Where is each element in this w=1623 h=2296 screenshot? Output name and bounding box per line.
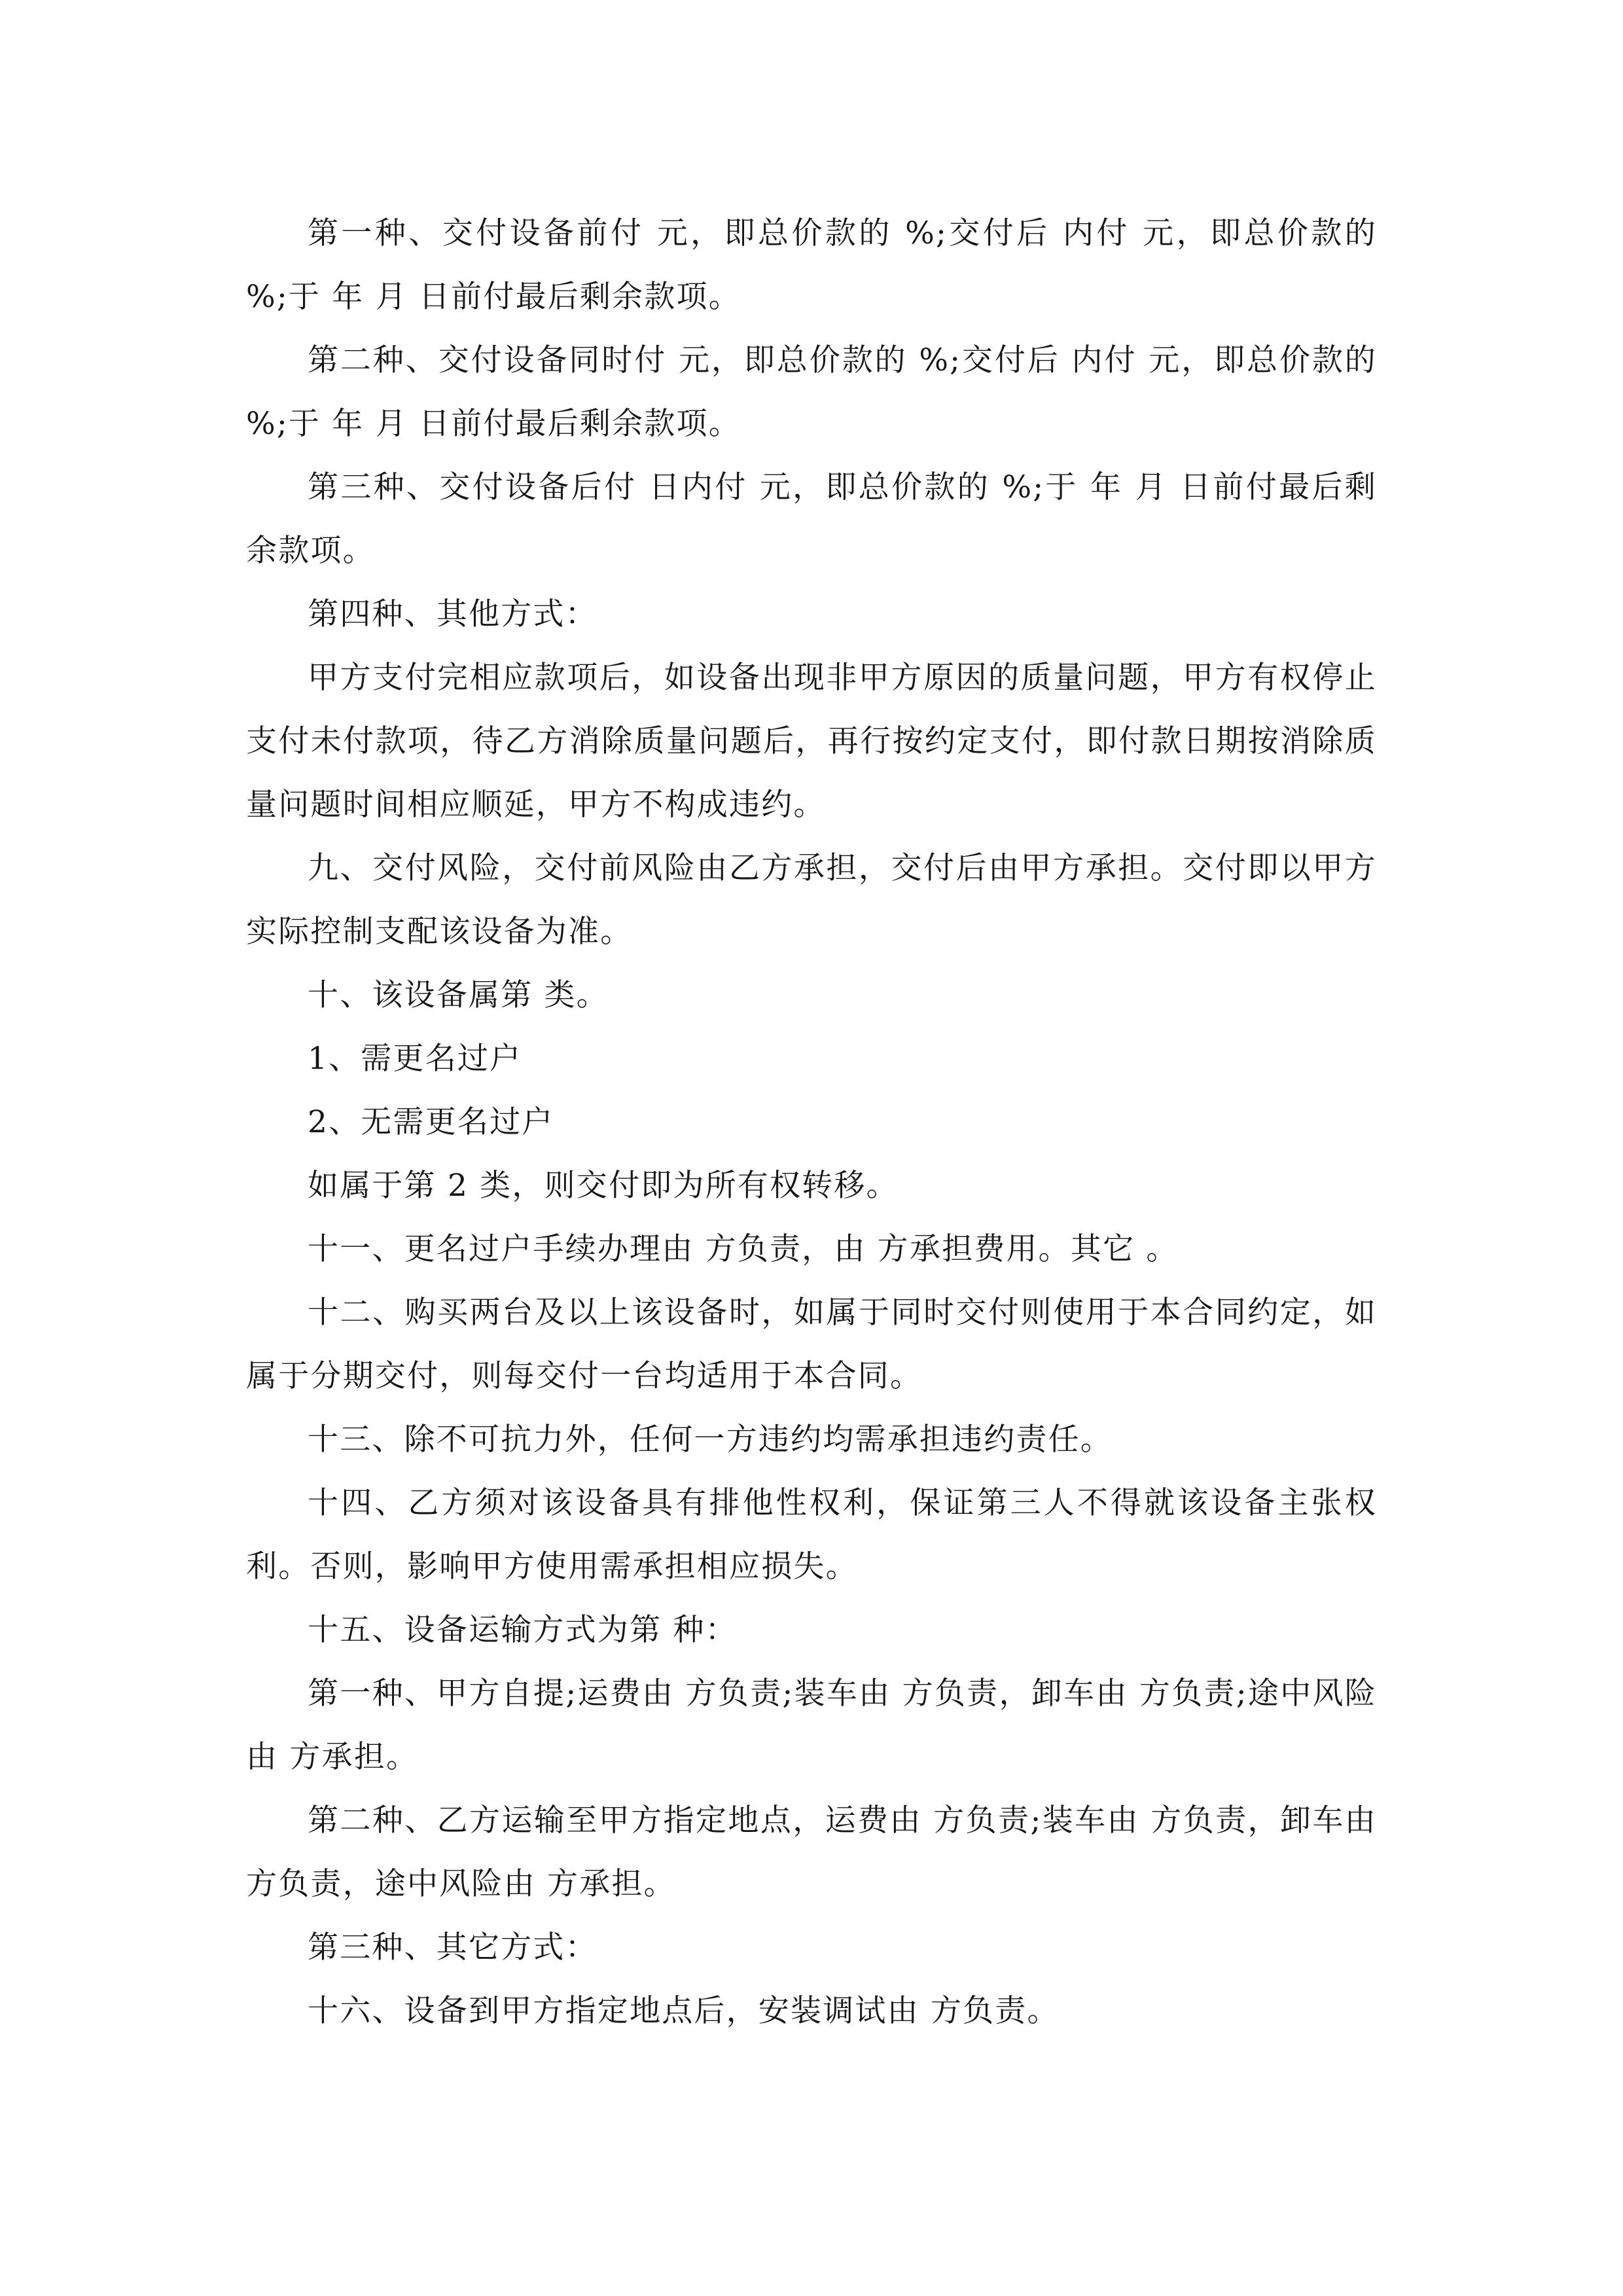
paragraph-payment-option-4: 第四种、其他方式：	[308, 596, 597, 632]
paragraph-clause-10-item-2: 2、无需更名过户	[308, 1104, 554, 1140]
paragraph-quality-issue: 甲方支付完相应款项后，如设备出现非甲方原因的质量问题，甲方有权停止支付未付款项，待乙方消除质量问题后，再行按约定支付，即付款日期按消除质量问题时间相应顺延，甲方不构成违约。	[246, 660, 1377, 823]
paragraph-clause-14: 十四、乙方须对该设备具有排他性权利，保证第三人不得就该设备主张权利。否则，影响甲方使用需承担相应损失。	[246, 1485, 1377, 1585]
paragraph-clause-10-item-1: 1、需更名过户	[308, 1041, 522, 1077]
paragraph-clause-9: 九、交付风险，交付前风险由乙方承担，交付后由甲方承担。交付即以甲方实际控制支配该设备为准。	[246, 850, 1377, 950]
paragraph-payment-option-1: 第一种、交付设备前付 元，即总价款的 %;交付后 内付 元，即总价款的 %;于 年 月 日前付最后剩余款项。	[246, 215, 1377, 315]
paragraph-clause-11: 十一、更名过户手续办理由 方负责，由 方承担费用。其它 。	[308, 1231, 1179, 1267]
paragraph-ownership-transfer: 如属于第 2 类，则交付即为所有权转移。	[308, 1168, 899, 1204]
paragraph-transport-option-3: 第三种、其它方式：	[308, 1929, 597, 1965]
paragraph-transport-option-2: 第二种、乙方运输至甲方指定地点，运费由 方负责;装车由 方负责，卸车由 方负责，途中风险由 方承担。	[246, 1803, 1377, 1902]
paragraph-payment-option-2: 第二种、交付设备同时付 元，即总价款的 %;交付后 内付 元，即总价款的 %;于 年 月 日前付最后剩余款项。	[246, 342, 1377, 442]
paragraph-clause-15: 十五、设备运输方式为第 种：	[308, 1612, 738, 1648]
paragraph-clause-12: 十二、购买两台及以上该设备时，如属于同时交付则使用于本合同约定，如属于分期交付，则每交付一台均适用于本合同。	[246, 1295, 1377, 1394]
paragraph-payment-option-3: 第三种、交付设备后付 日内付 元，即总价款的 %;于 年 月 日前付最后剩余款项。	[246, 469, 1377, 569]
paragraph-clause-16: 十六、设备到甲方指定地点后，安装调试由 方负责。	[308, 1993, 1060, 2029]
paragraph-transport-option-1: 第一种、甲方自提;运费由 方负责;装车由 方负责，卸车由 方负责;途中风险由 方承担。	[246, 1676, 1377, 1775]
paragraph-clause-13: 十三、除不可抗力外，任何一方违约均需承担违约责任。	[308, 1422, 1113, 1458]
paragraph-clause-10: 十、该设备属第 类。	[308, 977, 609, 1013]
document-body	[246, 202, 1377, 2043]
